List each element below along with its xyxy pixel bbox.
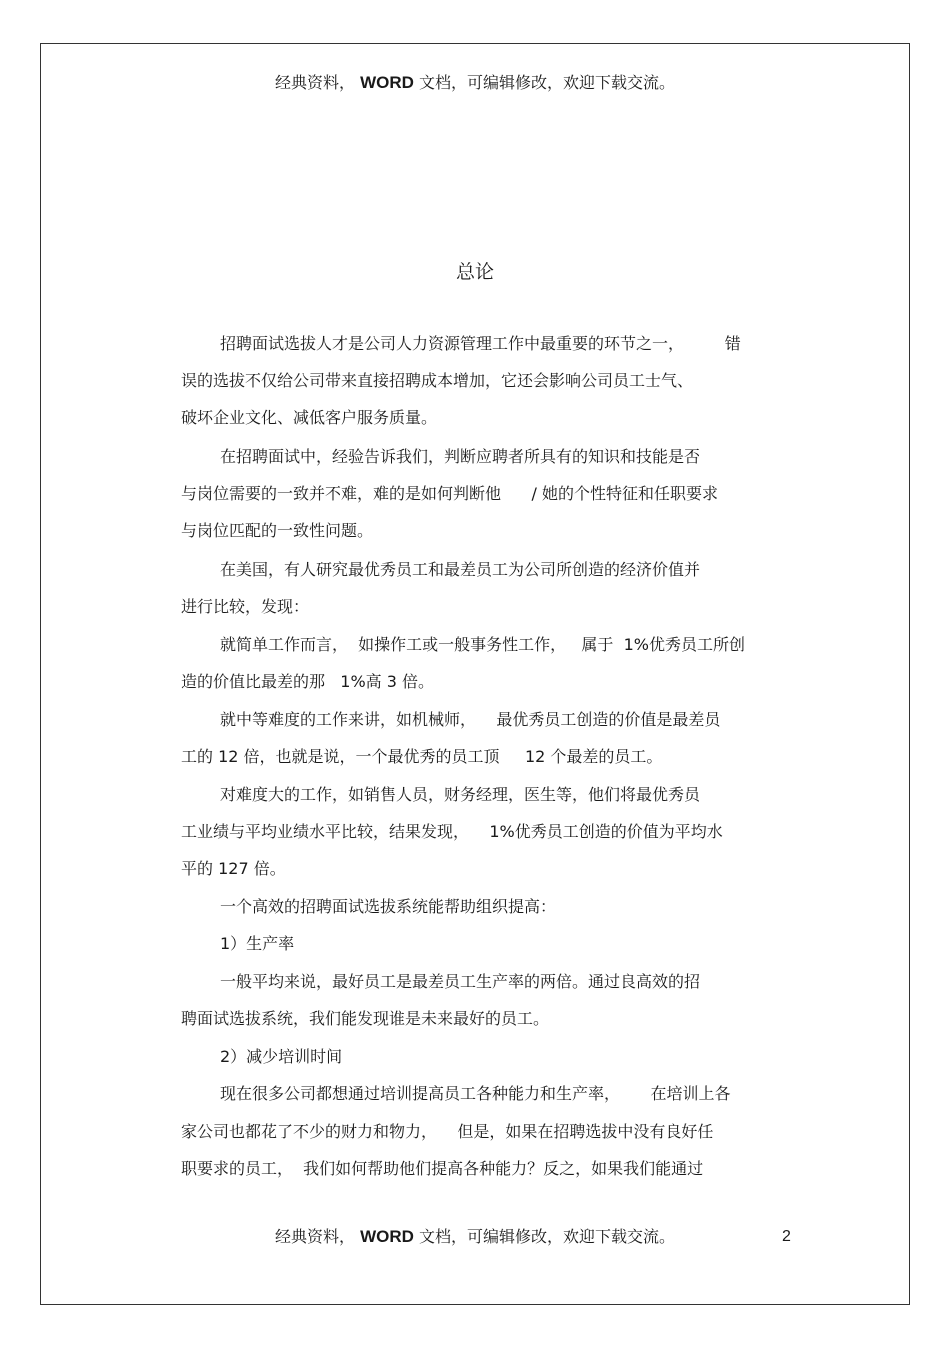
body-line: 与岗位需要的一致并不难，难的是如何判断他 / 她的个性特征和任职要求	[181, 484, 718, 503]
body-line: 现在很多公司都想通过培训提高员工各种能力和生产率， 在培训上各	[220, 1084, 731, 1103]
body-line: 进行比较，发现：	[181, 597, 310, 616]
body-line: 平的 127 倍。	[181, 859, 286, 878]
body-line: 招聘面试选拔人才是公司人力资源管理工作中最重要的环节之一， 错	[220, 334, 741, 353]
body-line: 对难度大的工作，如销售人员，财务经理，医生等，他们将最优秀员	[220, 785, 701, 804]
page-number: 2	[782, 1228, 791, 1245]
body-line: 工的 12 倍，也就是说，一个最优秀的员工顶 12 个最差的员工。	[181, 747, 663, 766]
body-line: 在美国，有人研究最优秀员工和最差员工为公司所创造的经济价值并	[220, 560, 701, 579]
body-line: 与岗位匹配的一致性问题。	[181, 521, 374, 540]
body-line: 职要求的员工， 我们如何帮助他们提高各种能力？反之，如果我们能通过	[181, 1159, 704, 1178]
header-text-post: 文档，可编辑修改，欢迎下载交流。	[419, 73, 676, 92]
body-line: 破坏企业文化、减低客户服务质量。	[181, 408, 438, 427]
body-line: 一个高效的招聘面试选拔系统能帮助组织提高：	[220, 897, 557, 916]
footer-text-post: 文档，可编辑修改，欢迎下载交流。	[419, 1227, 676, 1246]
page-border	[40, 43, 910, 1305]
body-line: 工业绩与平均业绩水平比较，结果发现， 1%优秀员工创造的价值为平均水	[181, 822, 723, 841]
body-line: 2）减少培训时间	[220, 1047, 343, 1066]
body-line: 造的价值比最差的那 1%高 3 倍。	[181, 672, 434, 691]
header-word: WORD	[360, 73, 414, 92]
body-line: 聘面试选拔系统，我们能发现谁是未来最好的员工。	[181, 1009, 550, 1028]
page-header	[0, 73, 950, 93]
footer-text-pre: 经典资料，	[274, 1227, 355, 1246]
body-line: 误的选拔不仅给公司带来直接招聘成本增加，它还会影响公司员工士气、	[181, 371, 694, 390]
page-title: 总论	[455, 261, 494, 283]
header-text-pre: 经典资料，	[274, 73, 355, 92]
footer-word: WORD	[360, 1227, 414, 1246]
body-line: 1）生产率	[220, 934, 295, 953]
body-line: 家公司也都花了不少的财力和物力， 但是，如果在招聘选拔中没有良好任	[181, 1122, 714, 1141]
page-footer	[0, 1227, 950, 1247]
body-line: 在招聘面试中，经验告诉我们，判断应聘者所具有的知识和技能是否	[220, 447, 701, 466]
body-line: 一般平均来说，最好员工是最差员工生产率的两倍。通过良高效的招	[220, 972, 701, 991]
body-line: 就简单工作而言， 如操作工或一般事务性工作， 属于 1%优秀员工所创	[220, 635, 745, 654]
body-line: 就中等难度的工作来讲，如机械师， 最优秀员工创造的价值是最差员	[220, 710, 721, 729]
